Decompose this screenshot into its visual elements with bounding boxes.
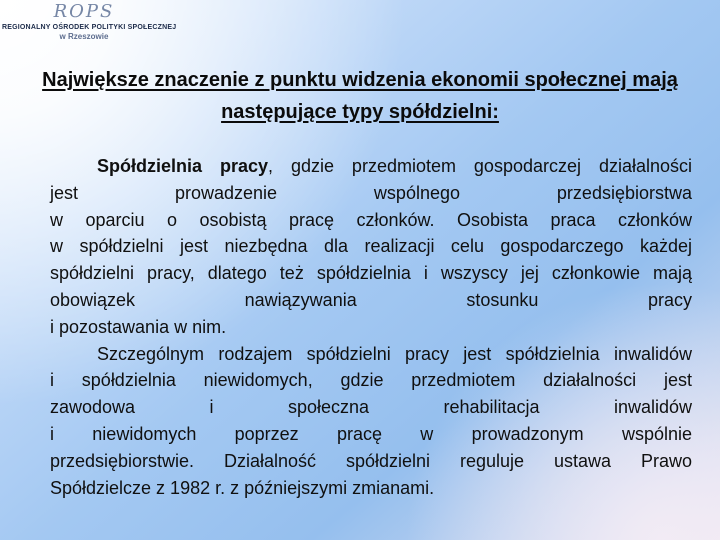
logo-acronym: ROPS [53, 1, 115, 22]
logo-city: w Rzeszowie [59, 32, 109, 41]
logo-org-name: REGIONALNY OŚRODEK POLITYKI SPOŁECZNEJ [2, 24, 177, 31]
body-line: w spółdzielni jest niezbędna dla realizacji celu gospodarczego każdej [50, 236, 692, 257]
slide-title-line-2: następujące typy spółdzielni: [221, 101, 499, 123]
slide-title-line-1: Największe znaczenie z punktu widzenia ekonomii społecznej mają [42, 69, 678, 91]
body-line: Spółdzielnia pracy, gdzie przedmiotem gospodarczej działalności [97, 156, 692, 176]
body-line: i spółdzielnia niewidomych, gdzie przedmiotem działalności jest [50, 370, 692, 391]
body-line: i pozostawania w nim. [50, 316, 227, 337]
body-line: Szczególnym rodzajem spółdzielni pracy jest spółdzielnia inwalidów [97, 343, 692, 364]
body-line: zawodowa i społeczna rehabilitacja inwalidów [50, 397, 692, 418]
body-line: spółdzielni pracy, dlatego też spółdzielnia i wszyscy jej członkowie mają [50, 263, 692, 284]
body-line: i niewidomych poprzez pracę w prowadzonym wspólnie [50, 423, 692, 444]
body-line: jest prowadzenie wspólnego przedsiębiorstwa [50, 182, 692, 203]
body-text [50, 153, 692, 501]
slide-title [36, 64, 684, 128]
rops-logo [2, 1, 177, 41]
body-line: obowiązek nawiązywania stosunku pracy [50, 289, 692, 310]
body-line: Spółdzielcze z 1982 r. z późniejszymi zmianami. [50, 477, 435, 498]
body-line: przedsiębiorstwie. Działalność spółdzielni reguluje ustawa Prawo [50, 450, 692, 471]
bold-run: Spółdzielnia pracy [97, 156, 268, 176]
body-line: w oparciu o osobistą pracę członków. Osobista praca członków [50, 209, 692, 230]
